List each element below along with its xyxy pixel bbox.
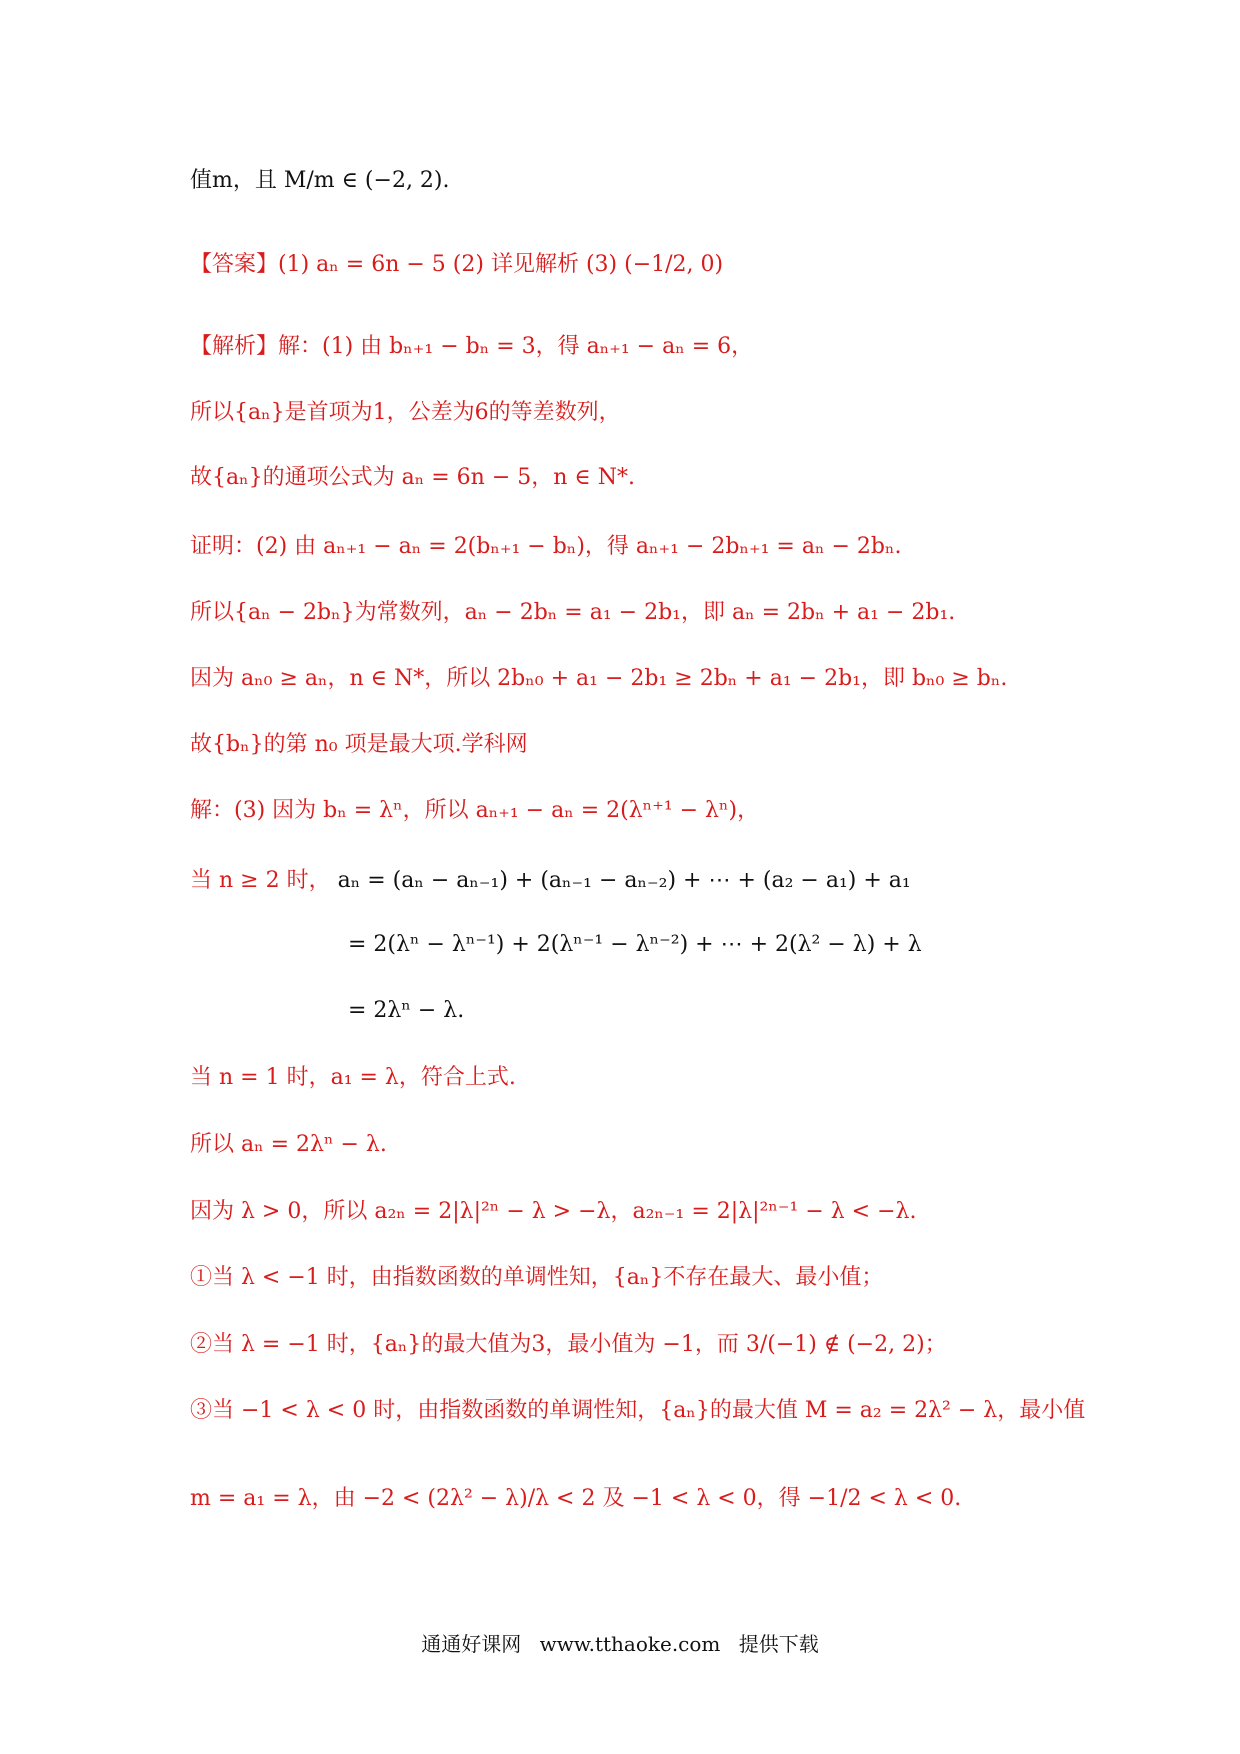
line-19: ③当 −1 < λ < 0 时，由指数函数的单调性知，{aₙ}的最大值 M = a₂ = 2λ² − λ，最小值 xyxy=(190,1398,1086,1423)
line-1: 值m，且 M/m ∈ (−2, 2). xyxy=(190,168,450,193)
line-20: m = a₁ = λ，由 −2 < (2λ² − λ)/λ < 2 及 −1 < λ < 0，得 −1/2 < λ < 0. xyxy=(190,1486,962,1511)
answer-line xyxy=(190,250,723,280)
answer-tag: 【答案】 xyxy=(190,252,279,277)
line-7: 所以{aₙ − 2bₙ}为常数列，aₙ − 2bₙ = a₁ − 2b₁，即 aₙ = 2bₙ + a₁ − 2b₁. xyxy=(190,600,956,625)
line-11-math: aₙ = (aₙ − aₙ₋₁) + (aₙ₋₁ − aₙ₋₂) + ⋯ + (a₂ − a₁) + a₁ xyxy=(337,868,911,893)
line-10: 解：(3) 因为 bₙ = λⁿ，所以 aₙ₊₁ − aₙ = 2(λⁿ⁺¹ − λⁿ)， xyxy=(190,798,760,823)
analysis-body: 解：(1) 由 bₙ₊₁ − bₙ = 3，得 aₙ₊₁ − aₙ = 6， xyxy=(278,334,754,359)
footer-site: 通通好课网 xyxy=(421,1632,522,1656)
line-6: 证明：(2) 由 aₙ₊₁ − aₙ = 2(bₙ₊₁ − bₙ)，得 aₙ₊₁ − 2bₙ₊₁ = aₙ − 2bₙ. xyxy=(190,534,902,559)
line-11-lead: 当 n ≥ 2 时， xyxy=(190,868,331,893)
footer-url[interactable]: www.tthaoke.com xyxy=(539,1632,721,1656)
line-14: 当 n = 1 时，a₁ = λ，符合上式. xyxy=(190,1065,516,1090)
line-12: = 2(λⁿ − λⁿ⁻¹) + 2(λⁿ⁻¹ − λⁿ⁻²) + ⋯ + 2(λ² − λ) + λ xyxy=(348,932,922,957)
line-5: 故{aₙ}的通项公式为 aₙ = 6n − 5，n ∈ N*. xyxy=(190,465,635,490)
line-11 xyxy=(190,866,911,896)
analysis-line xyxy=(190,332,753,362)
footer-suffix: 提供下载 xyxy=(738,1632,819,1656)
line-13: = 2λⁿ − λ. xyxy=(348,998,465,1023)
analysis-tag: 【解析】 xyxy=(190,334,279,359)
line-4: 所以{aₙ}是首项为1，公差为6的等差数列， xyxy=(190,400,621,425)
answer-body: (1) aₙ = 6n − 5 (2) 详见解析 (3) (−1/2, 0) xyxy=(278,252,724,277)
line-8: 因为 aₙ₀ ≥ aₙ，n ∈ N*，所以 2bₙ₀ + a₁ − 2b₁ ≥ 2bₙ + a₁ − 2b₁，即 bₙ₀ ≥ bₙ. xyxy=(190,666,1008,691)
line-9: 故{bₙ}的第 n₀ 项是最大项.学科网 xyxy=(190,732,528,757)
line-17: ①当 λ < −1 时，由指数函数的单调性知，{aₙ}不存在最大、最小值； xyxy=(190,1265,884,1290)
line-16: 因为 λ > 0，所以 a₂ₙ = 2|λ|²ⁿ − λ > −λ，a₂ₙ₋₁ = 2|λ|²ⁿ⁻¹ − λ < −λ. xyxy=(190,1199,917,1224)
line-18: ②当 λ = −1 时，{aₙ}的最大值为3，最小值为 −1，而 3/(−1) ∉ (−2, 2)； xyxy=(190,1332,947,1357)
footer xyxy=(0,1628,1240,1657)
line-15: 所以 aₙ = 2λⁿ − λ. xyxy=(190,1132,387,1157)
